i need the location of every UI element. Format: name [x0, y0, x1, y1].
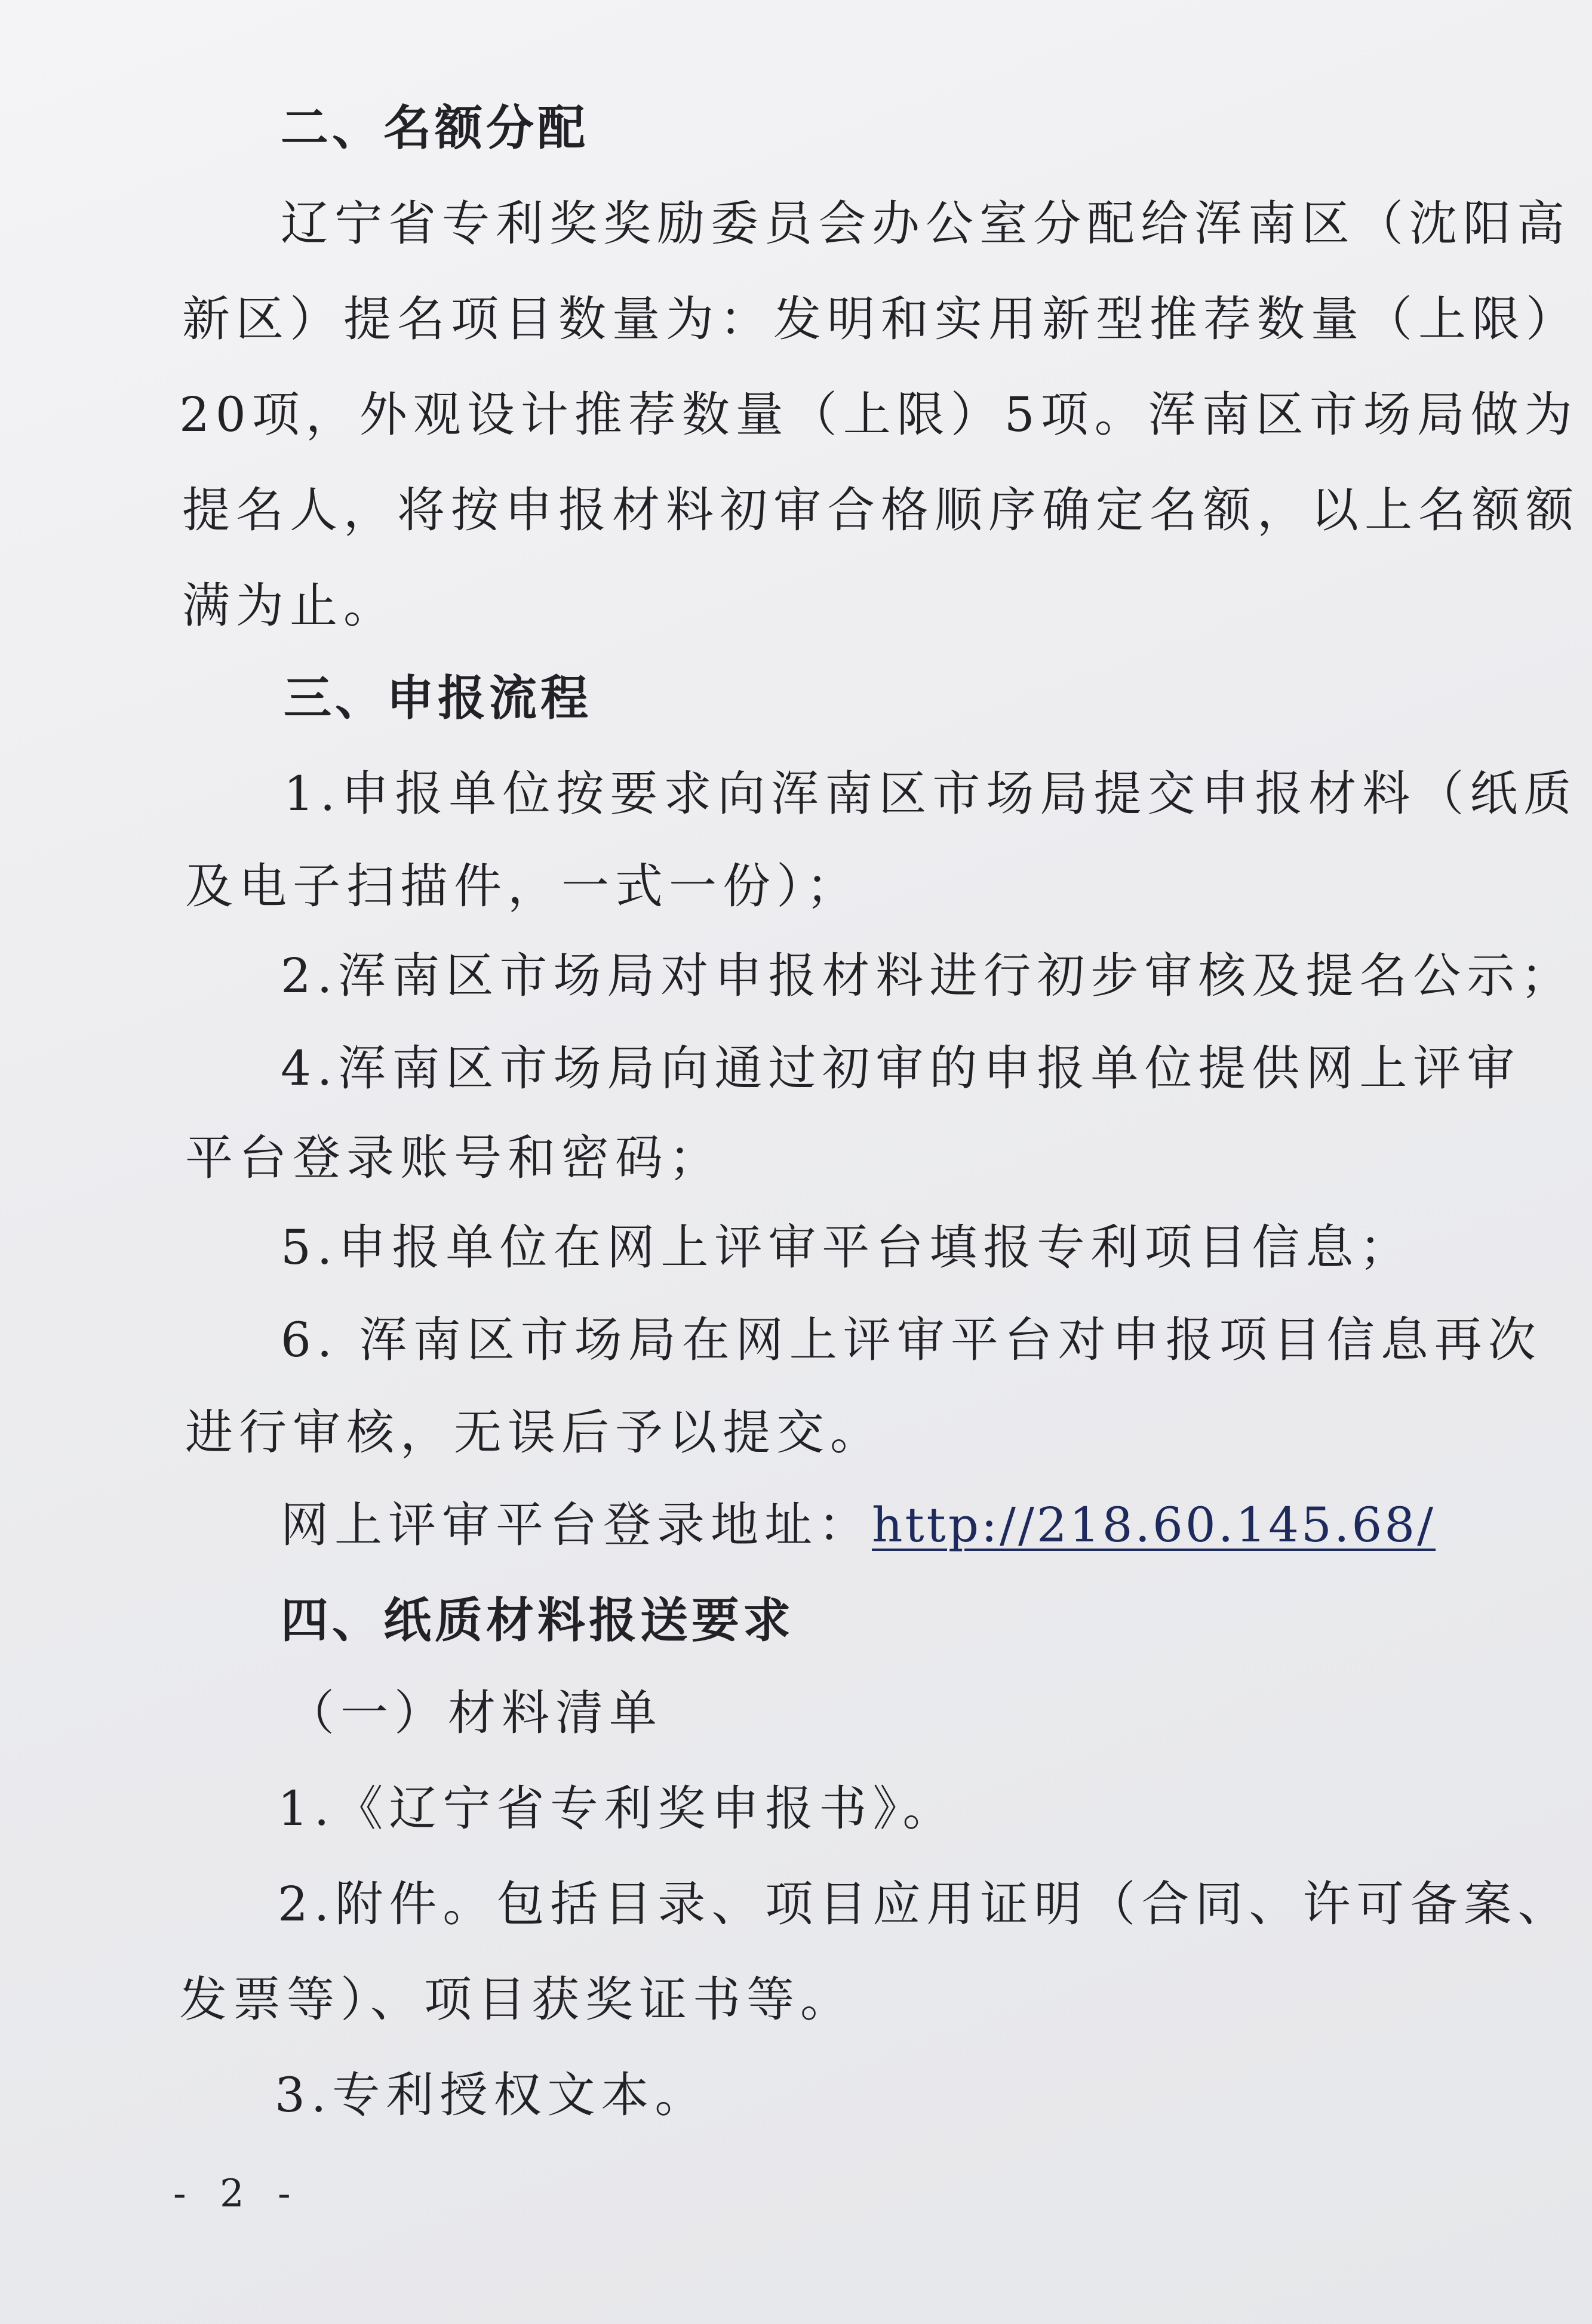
section-2-line-2: 新区）提名项目数量为：发明和实用新型推荐数量（上限） [182, 291, 1579, 347]
platform-url-link[interactable]: http://218.60.145.68/ [872, 1497, 1436, 1553]
section-2-line-5: 满为止。 [182, 578, 397, 633]
page-number: - 2 - [173, 2172, 302, 2216]
material-list-subheading: （一）材料清单 [287, 1685, 663, 1741]
process-item-2: 2.浑南区市场局对申报材料进行初步审核及提名公示； [281, 948, 1575, 1004]
platform-address-label: 网上评审平台登录地址： [281, 1497, 872, 1553]
process-item-4a: 4.浑南区市场局向通过初审的申报单位提供网上评审 [281, 1041, 1521, 1096]
section-2-line-3: 20项，外观设计推荐数量（上限）5项。浑南区市场局做为 [179, 387, 1578, 442]
process-item-6b: 进行审核，无误后予以提交。 [185, 1405, 884, 1460]
platform-address-line [281, 1492, 1436, 1558]
section-4-heading: 四、纸质材料报送要求 [281, 1593, 794, 1648]
section-2-line-4: 提名人，将按申报材料初审合格顺序确定名额，以上名额额 [182, 482, 1579, 538]
material-item-3: 3.专利授权文本。 [275, 2067, 709, 2123]
section-2-heading: 二、名额分配 [281, 100, 589, 156]
process-item-4b: 平台登录账号和密码； [185, 1130, 723, 1186]
material-item-2b: 发票等）、项目获奖证书等。 [179, 1972, 854, 2027]
material-item-1: 1.《辽宁省专利奖申报书》。 [278, 1781, 957, 1836]
process-item-6a: 6. 浑南区市场局在网上评审平台对申报项目信息再次 [281, 1312, 1542, 1368]
process-item-1b: 及电子扫描件，一式一份）； [185, 858, 860, 914]
section-2-line-1: 辽宁省专利奖奖励委员会办公室分配给浑南区（沈阳高 [281, 196, 1571, 251]
process-item-5: 5.申报单位在网上评审平台填报专利项目信息； [281, 1220, 1413, 1275]
process-item-1a: 1.申报单位按要求向浑南区市场局提交申报材料（纸质 [284, 766, 1578, 821]
section-3-heading: 三、申报流程 [284, 670, 592, 726]
material-item-2a: 2.附件。包括目录、项目应用证明（合同、许可备案、 [278, 1876, 1572, 1932]
